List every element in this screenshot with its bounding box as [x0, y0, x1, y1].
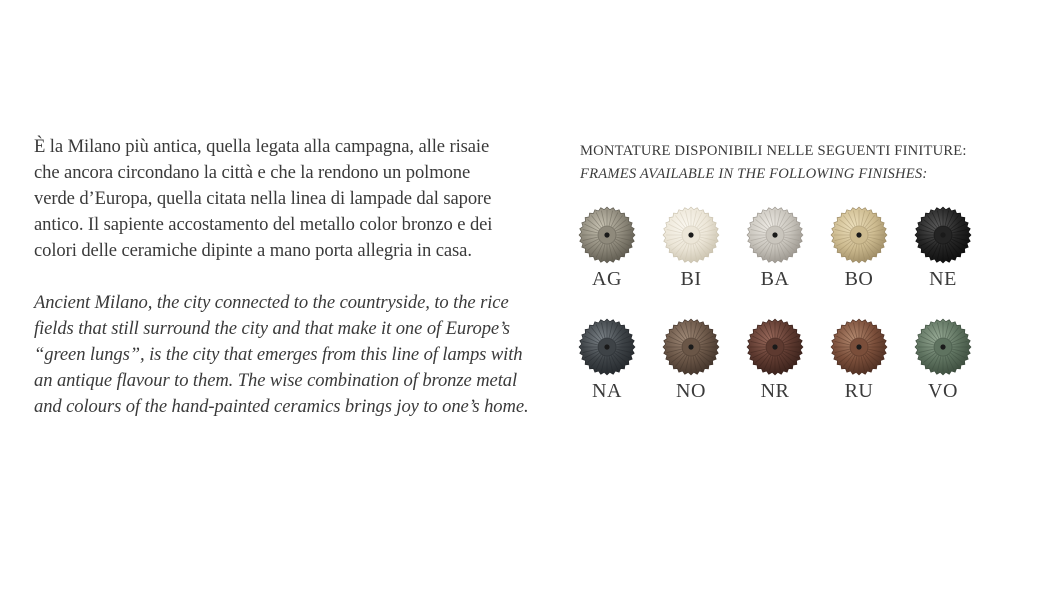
rosette-icon	[746, 206, 804, 264]
english-line: “green lungs”, is the city that emerges from this line of lamps with	[34, 344, 523, 365]
finishes-heading: MONTATURE DISPONIBILI NELLE SEGUENTI FINITURE:	[580, 143, 967, 159]
english-line: fields that still surround the city and that make it one of Europe’s	[34, 318, 510, 339]
finish-code-label: BI	[680, 268, 702, 290]
finish-code-label: BA	[760, 268, 790, 290]
finish-code-label: NE	[929, 268, 957, 290]
rosette-icon	[914, 206, 972, 264]
rosette-icon	[662, 206, 720, 264]
italian-line: antico. Il sapiente accostamento del metallo color bronzo e dei	[34, 214, 493, 235]
italian-line: che ancora circondano la città e che la rendono un polmone	[34, 162, 471, 183]
finish-code-label: RU	[844, 380, 874, 402]
rosette-icon	[578, 318, 636, 376]
finish-code-label: VO	[928, 380, 958, 402]
rosette-icon	[662, 318, 720, 376]
english-line: an antique flavour to them. The wise combination of bronze metal	[34, 370, 518, 391]
finish-swatch-vo	[913, 318, 973, 403]
finish-swatch-bo	[829, 206, 889, 291]
english-line: and colours of the hand-painted ceramics brings joy to one’s home.	[34, 396, 529, 417]
finish-code-label: BO	[844, 268, 874, 290]
italian-line: verde d’Europa, quella citata nella linea di lampade dal sapore	[34, 188, 492, 209]
finish-swatch-bi	[661, 206, 721, 291]
description-column	[34, 134, 539, 420]
rosette-icon	[578, 206, 636, 264]
finish-code-label: AG	[592, 268, 622, 290]
finishes-section	[580, 138, 1030, 184]
finish-swatch-ag	[577, 206, 637, 291]
rosette-icon	[914, 318, 972, 376]
rosette-icon	[830, 206, 888, 264]
finish-swatch-no	[661, 318, 721, 403]
finish-swatch-ne	[913, 206, 973, 291]
finish-code-label: NO	[676, 380, 706, 402]
italian-line: colori delle ceramiche dipinte a mano porta allegria in casa.	[34, 240, 472, 261]
finish-code-label: NA	[592, 380, 622, 402]
finish-swatch-ba	[745, 206, 805, 291]
italian-line: È la Milano più antica, quella legata alla campagna, alle risaie	[34, 136, 490, 157]
rosette-icon	[830, 318, 888, 376]
finish-swatch-nr	[745, 318, 805, 403]
english-line: Ancient Milano, the city connected to the countryside, to the rice	[34, 292, 509, 313]
rosette-icon	[746, 318, 804, 376]
english-description	[34, 290, 539, 420]
finish-swatch-na	[577, 318, 637, 403]
finishes-subheading: FRAMES AVAILABLE IN THE FOLLOWING FINISHES:	[580, 166, 928, 182]
italian-description	[34, 134, 539, 264]
finish-code-label: NR	[760, 380, 790, 402]
finish-swatch-ru	[829, 318, 889, 403]
